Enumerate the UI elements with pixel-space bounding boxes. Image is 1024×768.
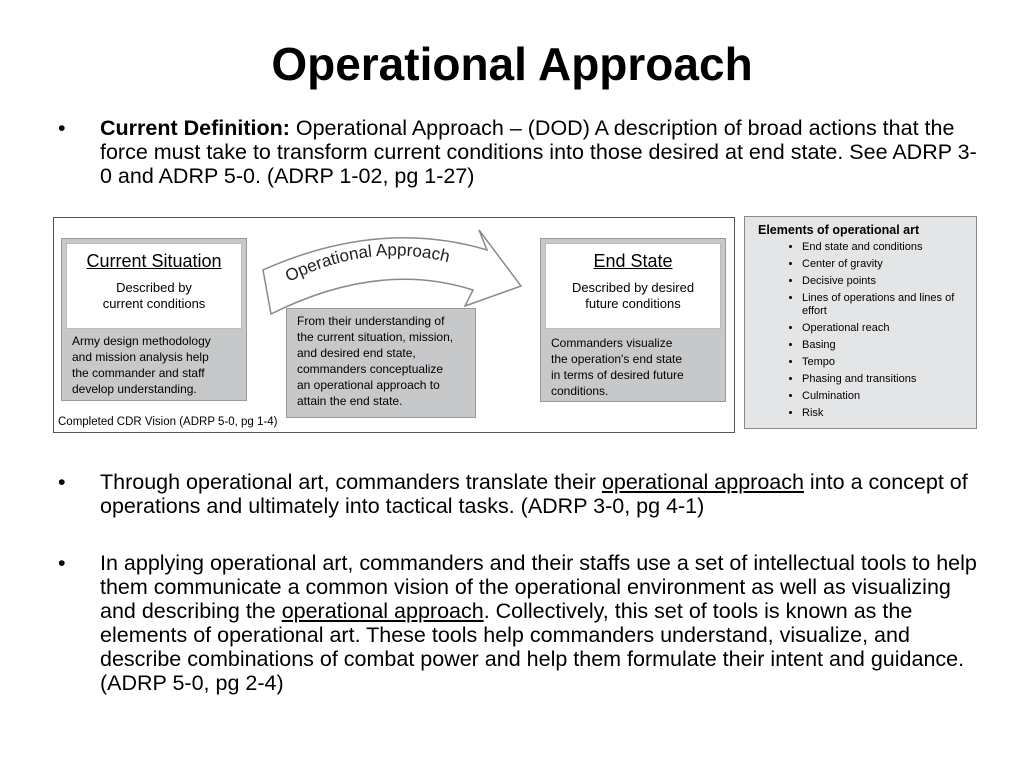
list-item: • Basing [802,339,976,352]
operational-approach-arrow [259,222,529,318]
desc-line: the current situation, mission, [297,330,454,344]
desc-line: an operational approach to [297,378,440,392]
desc-line: in terms of desired future [551,368,684,382]
desc-line: attain the end state. [297,394,403,408]
operational-approach-term: operational approach [601,470,804,494]
definition-text: Operational Approach – (DOD) A description of broad actions that the force must take to transform current conditions into those desired at end state. See ADRP 3-0 and ADRP 5-0. (ADRP 1-02, pg 1-27) [100,116,977,188]
bullet-elements-of-operational-art [58,551,980,695]
current-situation-subtitle [67,280,241,312]
desc-line: the commander and staff [72,366,205,380]
current-situation-subtitle-line: Described by [116,280,192,295]
list-item: • Risk [802,407,976,420]
current-situation-header [66,243,242,329]
bullet-operational-art [58,470,980,518]
desc-line: From their understanding of [297,314,445,328]
current-situation-subtitle-line: current conditions [102,296,206,311]
list-item: • Tempo [802,356,976,369]
desc-line: and mission analysis help [72,350,209,364]
desc-line: the operation's end state [551,352,683,366]
operational-approach-term: operational approach [281,599,484,623]
definition-lead: Current Definition: [100,116,290,140]
current-situation-box [61,238,247,401]
list-item: • Culmination [802,390,976,403]
desc-line: conditions. [551,384,609,398]
desc-line: commanders conceptualize [297,362,444,376]
end-state-heading: End State [593,251,673,271]
list-item: • Phasing and transitions [802,373,976,386]
bullet-marker: • [58,116,66,140]
list-item: • End state and conditions [802,241,976,254]
slide-title: Operational Approach [271,38,753,90]
bullet-text: In applying operational art, commanders and their staffs use a set of intellectual tools to help them communicate a common vision of the operational environment as well as visualizing and describing the [100,551,977,623]
elements-panel-title: Elements of operational art [758,223,920,237]
end-state-subtitle [546,280,720,312]
list-item: • Lines of operations and lines of effort [802,292,976,318]
bullet-text: Through operational art, commanders translate their [100,470,602,494]
bullet-marker: • [58,470,66,494]
operational-approach-description [297,313,469,409]
elements-list [745,241,976,420]
desc-line: and desired end state, [297,346,416,360]
list-item: • Center of gravity [802,258,976,271]
bullet-marker: • [58,551,66,575]
elements-of-operational-art-panel [744,216,977,429]
end-state-subtitle-line: Described by desired [571,280,695,295]
operational-approach-diagram [53,217,735,433]
arrow-label-path: Operational Approach [282,240,452,286]
desc-line: Commanders visualize [551,336,673,350]
bullet-current-definition [58,116,980,188]
operational-approach-box [286,308,476,418]
current-situation-description [72,333,240,397]
end-state-box [540,238,726,402]
bullet-text: into a concept of operations and ultimately into tactical tasks. (ADRP 3-0, pg 4-1) [100,470,968,518]
desc-line: develop understanding. [72,382,197,396]
bullet-text: . Collectively, this set of tools is known as the elements of operational art. These tools help commanders understand, visualize, and describe combinations of combat power and help them formulate their intent and guidance. (ADRP 5-0, pg 2-4) [100,599,965,695]
desc-line: Army design methodology [72,334,211,348]
list-item: • Operational reach [802,322,976,335]
list-item: • Decisive points [802,275,976,288]
end-state-description [551,335,719,399]
current-situation-heading: Current Situation [86,251,222,271]
end-state-header [545,243,721,329]
diagram-caption: Completed CDR Vision (ADRP 5-0, pg 1-4) [58,416,278,428]
end-state-subtitle-line: future conditions [585,296,681,311]
